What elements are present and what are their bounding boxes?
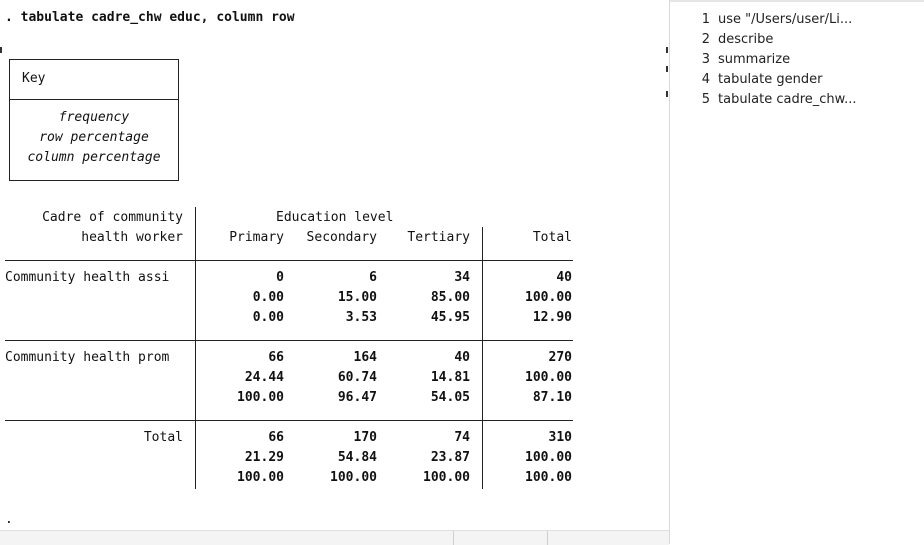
cell: 100.00: [237, 470, 284, 485]
cell: 23.87: [430, 450, 470, 465]
cell: 0.00: [252, 290, 284, 305]
cell: 164: [353, 350, 377, 365]
prompt-dot: .: [5, 512, 13, 527]
row-label: Community health assi: [5, 270, 170, 285]
command-echo: . tabulate cadre_chw educ, column row: [5, 10, 295, 25]
cell: 66: [268, 350, 284, 365]
margin-marker: [0, 47, 2, 53]
history-item-command: tabulate gender: [718, 72, 823, 87]
cell: 87.10: [532, 390, 572, 405]
statusbar-divider: [547, 531, 548, 545]
table-vertical-rule: [482, 227, 483, 489]
cell: 34: [454, 270, 470, 285]
cell: 54.84: [337, 450, 377, 465]
cell: 270: [548, 350, 572, 365]
cell: 3.53: [345, 310, 377, 325]
history-item[interactable]: [670, 90, 920, 110]
statusbar-divider: [453, 531, 454, 545]
history-item-number: 2: [701, 32, 710, 47]
cell: 24.44: [244, 370, 284, 385]
key-separator: [10, 99, 178, 100]
cell: 100.00: [525, 470, 572, 485]
cell: 45.95: [430, 310, 470, 325]
results-statusbar: [0, 530, 669, 545]
cell: 14.81: [430, 370, 470, 385]
table-row-rule: [5, 340, 573, 341]
history-item-number: 3: [701, 52, 710, 67]
cell: 15.00: [337, 290, 377, 305]
history-item[interactable]: [670, 30, 920, 50]
table-header-rule: [5, 260, 573, 261]
cell: 40: [454, 350, 470, 365]
margin-marker: [666, 91, 668, 97]
table-row-rule: [5, 420, 573, 421]
cell: 21.29: [244, 450, 284, 465]
cell: 100.00: [237, 390, 284, 405]
history-item-command: summarize: [718, 52, 791, 67]
cell: 74: [454, 430, 470, 445]
row-variable-label: Cadre of community: [42, 210, 183, 225]
cell: 100.00: [525, 290, 572, 305]
col-header-total: Total: [532, 230, 572, 245]
history-header-edge: [670, 0, 924, 2]
cell: 310: [548, 430, 572, 445]
key-column-percentage: column percentage: [27, 150, 161, 165]
history-panel: [670, 0, 924, 544]
table-vertical-rule: [195, 207, 196, 489]
history-item-number: 4: [701, 72, 710, 87]
history-item-command: use "/Users/user/Li...: [718, 12, 853, 27]
cell: 100.00: [525, 450, 572, 465]
key-title: Key: [22, 71, 46, 86]
key-box: [9, 59, 179, 181]
cell: 12.90: [532, 310, 572, 325]
history-item[interactable]: [670, 50, 920, 70]
key-row-percentage: row percentage: [39, 130, 149, 145]
history-item-number: 1: [701, 12, 710, 27]
row-label: Total: [143, 430, 183, 445]
cell: 85.00: [430, 290, 470, 305]
cell: 54.05: [430, 390, 470, 405]
row-variable-label-cont: health worker: [81, 230, 183, 245]
cell: 100.00: [525, 370, 572, 385]
cell: 6: [369, 270, 377, 285]
col-header-tertiary: Tertiary: [407, 230, 470, 245]
cell: 0: [276, 270, 284, 285]
cell: 100.00: [330, 470, 377, 485]
cell: 170: [353, 430, 377, 445]
cell: 40: [556, 270, 572, 285]
cell: 0.00: [252, 310, 284, 325]
history-item-number: 5: [701, 92, 710, 107]
row-label: Community health prom: [5, 350, 170, 365]
col-header-primary: Primary: [229, 230, 284, 245]
cell: 96.47: [337, 390, 377, 405]
col-header-secondary: Secondary: [306, 230, 377, 245]
history-item-command: describe: [718, 32, 774, 47]
history-item-command: tabulate cadre_chw...: [718, 92, 857, 107]
cell: 100.00: [423, 470, 470, 485]
margin-marker: [666, 47, 668, 53]
history-item[interactable]: [670, 70, 920, 90]
column-variable-label: Education level: [276, 210, 394, 225]
cell: 60.74: [337, 370, 377, 385]
cell: 66: [268, 430, 284, 445]
margin-marker: [666, 66, 668, 72]
key-frequency: frequency: [58, 110, 130, 125]
history-item[interactable]: [670, 10, 920, 30]
